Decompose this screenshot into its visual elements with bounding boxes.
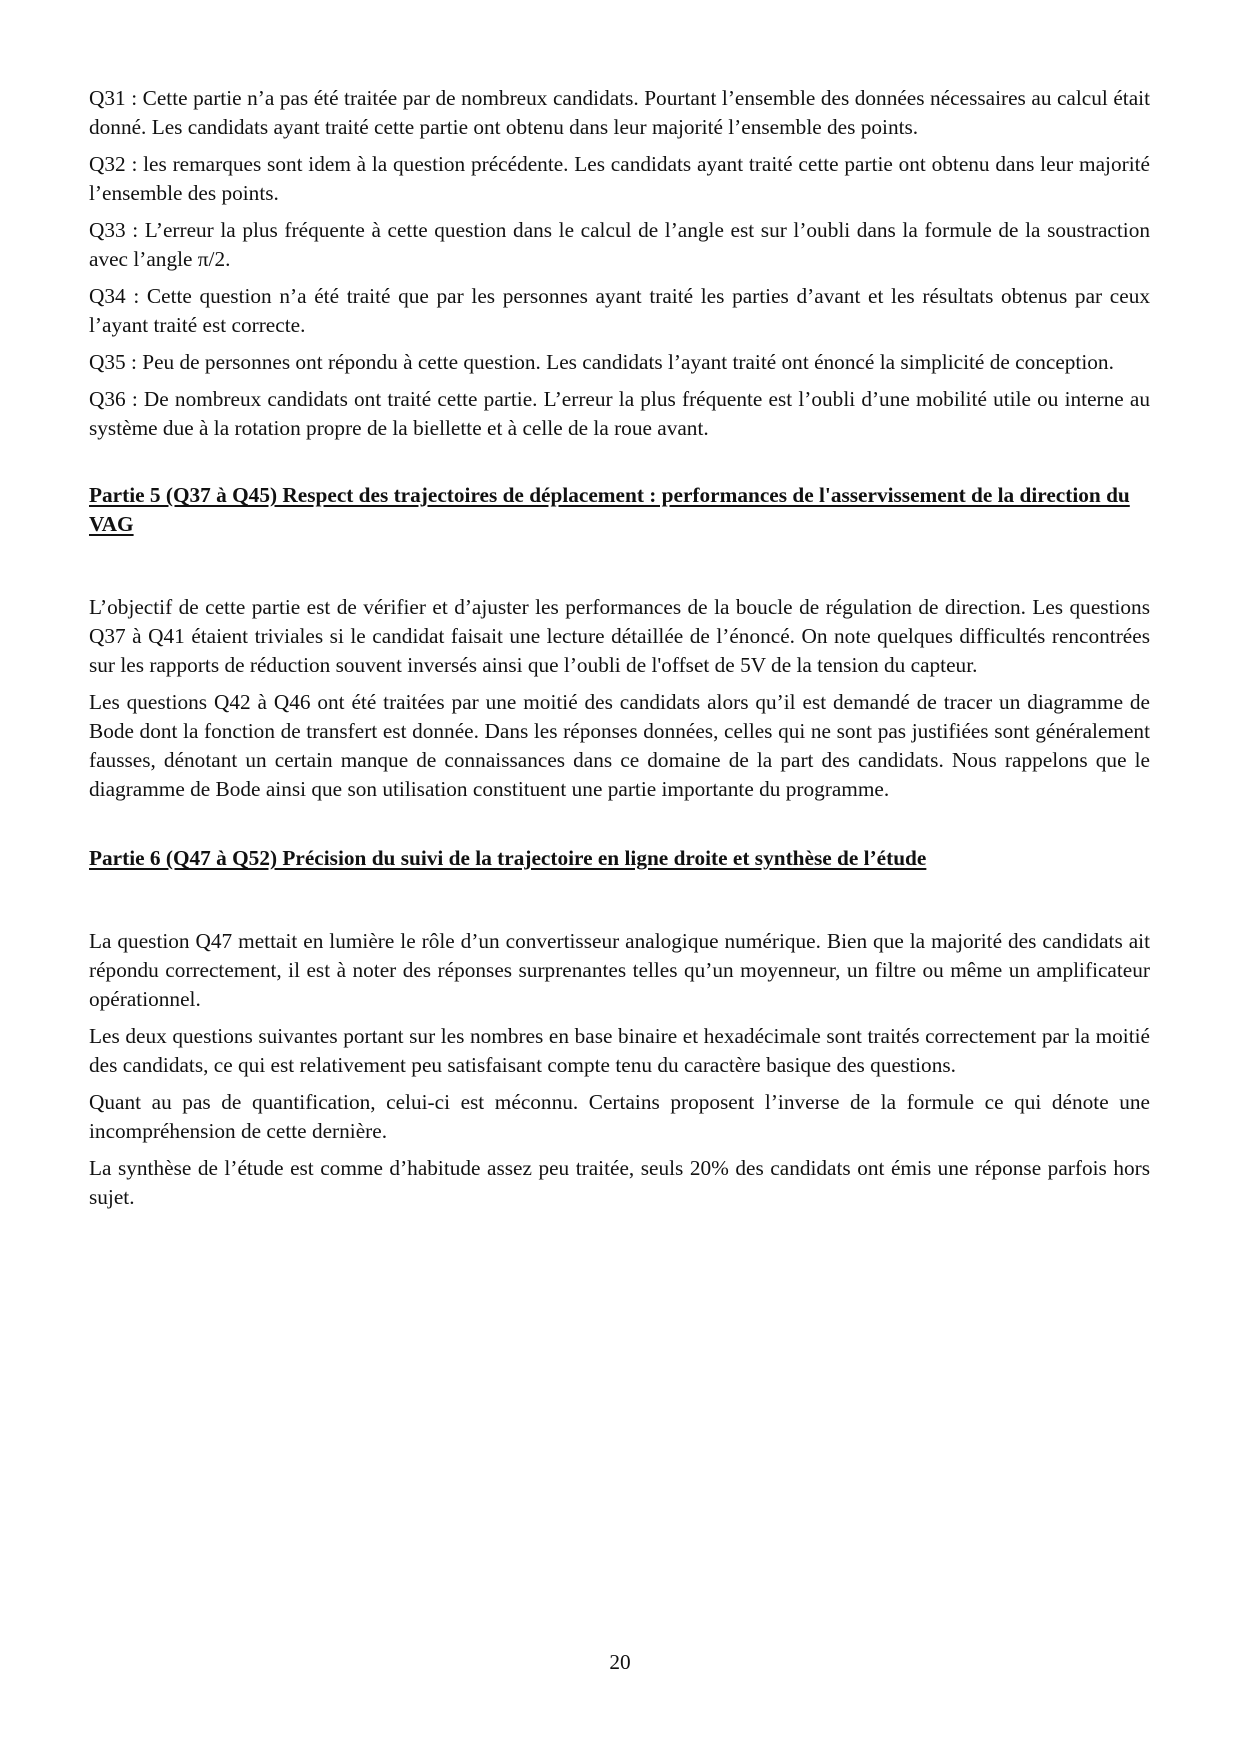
paragraph-q32: Q32 : les remarques sont idem à la question précédente. Les candidats ayant traité cette partie ont obtenu dans leur majorité l’ensemble des points. [89, 152, 1150, 205]
section-6-paragraph: Quant au pas de quantification, celui-ci est méconnu. Certains proposent l’inverse de la formule ce qui dénote une incompréhension de cette dernière. [89, 1090, 1150, 1143]
paragraph-q35: Q35 : Peu de personnes ont répondu à cette question. Les candidats l’ayant traité ont énoncé la simplicité de conception. [89, 350, 1114, 374]
paragraph-q36: Q36 : De nombreux candidats ont traité cette partie. L’erreur la plus fréquente est l’oubli d’une mobilité utile ou interne au système due à la rotation propre de la biellette et à celle de la roue avant. [89, 387, 1150, 440]
section-6-paragraph: La synthèse de l’étude est comme d’habitude assez peu traitée, seuls 20% des candidats ont émis une réponse parfois hors sujet. [89, 1156, 1150, 1209]
section-6-paragraph: La question Q47 mettait en lumière le rôle d’un convertisseur analogique numérique. Bien que la majorité des candidats ait répondu correctement, il est à noter des réponses surprenantes telles qu’un moyenneur, un filtre ou même un amplificateur opérationnel. [89, 929, 1150, 1011]
paragraph-q33: Q33 : L’erreur la plus fréquente à cette question dans le calcul de l’angle est sur l’oubli dans la formule de la soustraction avec l’angle π/2. [89, 218, 1150, 271]
paragraph-q34: Q34 : Cette question n’a été traité que par les personnes ayant traité les parties d’avant et les résultats obtenus par ceux l’ayant traité est correcte. [89, 284, 1150, 337]
document-page [89, 84, 1150, 1220]
page-number: 20 [609, 1650, 631, 1674]
section-5-title: Partie 5 (Q37 à Q45) Respect des trajectoires de déplacement : performances de l'asservissement de la direction du VAG [89, 483, 1130, 536]
section-5-paragraph: Les questions Q42 à Q46 ont été traitées par une moitié des candidats alors qu’il est demandé de tracer un diagramme de Bode dont la fonction de transfert est donnée. Dans les réponses données, celles qui ne sont pas justifiées sont généralement fausses, dénotant un certain manque de connaissances dans ce domaine de la part des candidats. Nous rappelons que le diagramme de Bode ainsi que son utilisation constituent une partie importante du programme. [89, 690, 1150, 801]
section-5-paragraph: L’objectif de cette partie est de vérifier et d’ajuster les performances de la boucle de régulation de direction. Les questions Q37 à Q41 étaient triviales si le candidat faisait une lecture détaillée de l’énoncé. On note quelques difficultés rencontrées sur les rapports de réduction souvent inversés ainsi que l’oubli de l'offset de 5V de la tension du capteur. [89, 595, 1150, 677]
section-6-paragraph: Les deux questions suivantes portant sur les nombres en base binaire et hexadécimale sont traités correctement par la moitié des candidats, ce qui est relativement peu satisfaisant compte tenu du caractère basique des questions. [89, 1024, 1150, 1077]
paragraph-q31: Q31 : Cette partie n’a pas été traitée par de nombreux candidats. Pourtant l’ensemble des données nécessaires au calcul était donné. Les candidats ayant traité cette partie ont obtenu dans leur majorité l’ensemble des points. [89, 86, 1150, 139]
section-6-title: Partie 6 (Q47 à Q52) Précision du suivi de la trajectoire en ligne droite et synthèse de l’étude [89, 846, 927, 870]
